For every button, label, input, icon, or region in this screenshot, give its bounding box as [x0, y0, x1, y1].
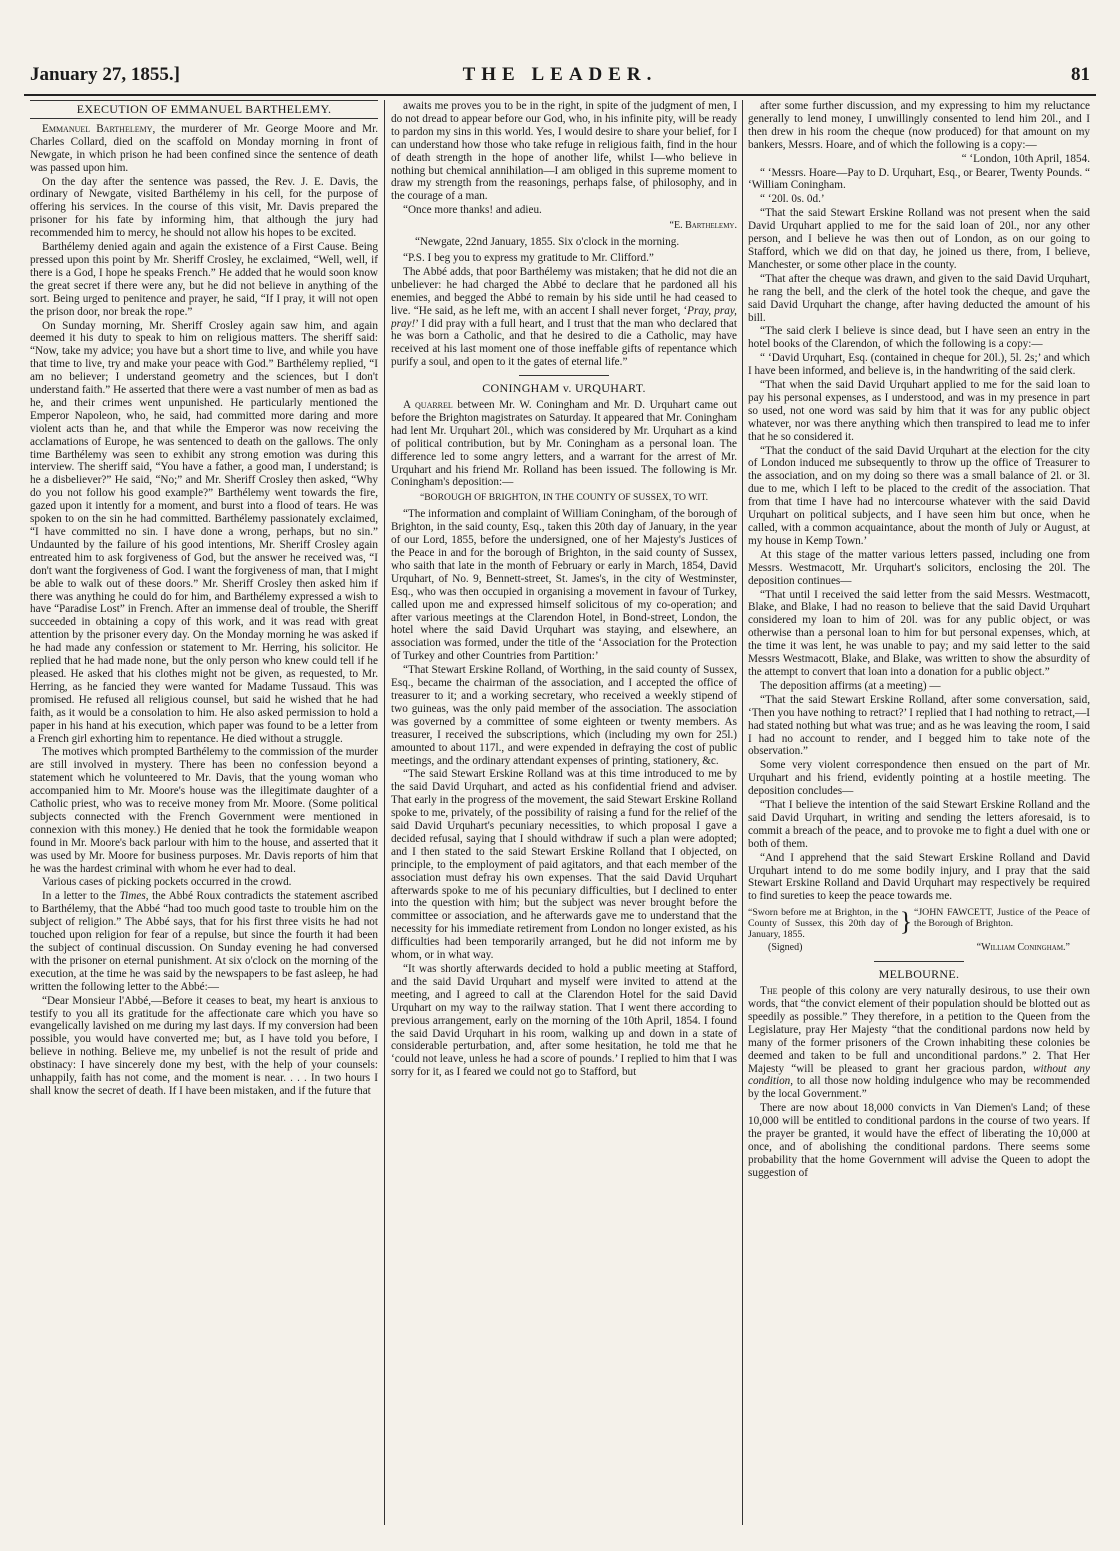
justice-signature: “JOHN FAWCETT, Justice of the Peace of the Borough of Brighton.: [914, 907, 1090, 930]
paragraph: Emmanuel Barthelemy, the murderer of Mr. George Moore and Mr. Charles Collard, died on the scaffold on Monday morning in front of Newgate, in which prison he had been confined since the sentence of death was passed upon him.: [30, 122, 378, 174]
paragraph: A quarrel between Mr. W. Coningham and Mr. D. Urquhart came out before the Brighton magistrates on Saturday. It appeared that Mr. Coningham had lent Mr. Urquhart 20l., which was considered by Mr. Urquhart as a kind of political contribution, but by Mr. Coningham as a personal loan. The difference led to some angry letters, and a warrant for the arrest of Mr. Urquhart and his friend Mr. Rolland has been issued. The following is Mr. Coningham's deposition:—: [391, 399, 737, 489]
paragraph: The Abbé adds, that poor Barthélemy was mistaken; that he did not die an unbeliever: he had charged the Abbé to declare that he pardoned all his enemies, and begged the Abbé to remain by his side until he had ceased to live. “He said, as he left me, with an accent I shall never forget, ‘Pray, pray, pray!’ I did pray with a full heart, and I trust that the man who declared that he was born a Catholic, and that he desired to die a Catholic, may have received at his last moment one of those ineffable gifts of repentance which purify a soul, and open to it the gates of eternal life.”: [391, 265, 737, 369]
paragraph: “ ‘David Urquhart, Esq. (contained in cheque for 20l.), 5l. 2s;’ and which I have been informed, and believe is, in the handwriting of the said clerk.: [748, 352, 1090, 378]
paragraph: “That the said Stewart Erskine Rolland was not present when the said David Urquhart applied to me for the said loan of 20l., nor any other person, and I believe he was then out of London, as on our going to Stafford, which we did on that day, he joined us there, from, I believe, Manchester, or some other place in the county.: [748, 207, 1090, 271]
section-separator: [874, 961, 964, 962]
column-divider: [742, 100, 743, 1525]
paragraph: “That the conduct of the said David Urquhart at the election for the city of London induced me subsequently to throw up the office of Treasurer to the association, and on my doing so there was a small balance of 2l. or 3l. due to me, which I left to be placed to the credit of the association. That from that time I have had no intercourse whatever with the said David Urquhart on political subjects, and I have seen him but once, when he called, with a common acquaintance, about the month of July or August, at my house in Kemp Town.’: [748, 444, 1090, 547]
paragraph: after some further discussion, and my expressing to him my reluctance generally to lend money, I unwillingly consented to lend him 20l., and I then drew in his room the cheque (now produced) for that amount on my bankers, Messrs. Hoare, and of which the following is a copy:—: [748, 100, 1090, 151]
sworn-block: [748, 907, 1090, 940]
article-heading-execution: EXECUTION OF EMMANUEL BARTHELEMY.: [30, 100, 378, 119]
letter-location: “Newgate, 22nd January, 1855. Six o'clock in the morning.: [415, 236, 680, 249]
paragraph: “The said Stewart Erskine Rolland was at this time introduced to me by the said David Urquhart, and acted as his confidential friend and adviser. That early in the progress of the movement, the said Stewart Erskine Rolland spoke to me, privately, of the possibility of raising a fund for the relief of the said David Urquhart's pecuniary necessities, to which proposal I gave a decided refusal, saying that I should withdraw if such a plan were adopted; and I then stated to the said Stewart Erskine Rolland that I objected, on principle, to the employment of paid agitators, and that each member of the association must defray his own expenses. That the said David Urquhart afterwards spoke to me of his pecuniary difficulties, but I declined to enter into the question with him; but the subject was never brought before the committee or association, and he afterwards gave me to understand that the necessity for his immediate retirement from London no longer existed, as his difficulties had been temporarily arranged, but he did not inform me by whom, or in what way.: [391, 768, 737, 962]
paragraph: “That I believe the intention of the said Stewart Erskine Rolland and the said David Urquhart, in writing and sending the letters aforesaid, is to commit a breach of the peace, and to provoke me to fight a duel with one or both of them.: [748, 799, 1090, 850]
paragraph: Barthélemy denied again and again the existence of a First Cause. Being pressed upon this point by Mr. Sheriff Crosley, he exclaimed, “Well, well, if there is a God, I hope he speaks French.” He added that he would soon know the great secret if there were any, but he did not believe in anything of the sort. Being urged to penitence and prayer, he said, “If I pray, it will not open the prison door, nor break the rope.”: [30, 241, 378, 318]
deposition-subheading: “BOROUGH OF BRIGHTON, IN THE COUNTY OF SUSSEX, TO WIT.: [419, 492, 708, 504]
paragraph: “It was shortly afterwards decided to hold a public meeting at Stafford, and the said David Urquhart and myself were invited to attend at the meeting, and I agreed to call at the Clarendon Hotel for the said David Urquhart on my way to the railway station. That I went there according to previous arrangement, early on the morning of the 10th April, 1854. I found the said David Urquhart in his room, walking up and down in a state of considerable perturbation, and, after some hesitation, he told me that he ‘could not leave, unless he had a score of pounds.’ I replied to him that I was sorry for it, as I feared we could not go to Stafford, but: [391, 963, 737, 1079]
masthead: [24, 60, 1096, 96]
brace-icon: }: [899, 907, 913, 937]
paragraph: Various cases of picking pockets occurred in the crowd.: [42, 876, 292, 889]
paragraph: On the day after the sentence was passed, the Rev. J. E. Davis, the ordinary of Newgate, visited Barthélemy in his cell, for the purpose of offering his services. In the course of this visit, Mr. Davis prepared the prisoner for his fate by informing him, that although the jury had recommended him to mercy, he should not allow his hopes to be excited.: [30, 175, 378, 240]
column-divider: [384, 100, 385, 1525]
letter-closing: “Once more thanks! and adieu.: [403, 204, 542, 217]
letter-text: awaits me proves you to be in the right, in spite of the judgment of men, I do not dread to appear before our God, who, in his infinite pity, will be ready to pardon my sins in this world. Yes, I would desire to share your belief, for I can understand how those who take refuge in religious faith, find in the hour of death strength in the hope of another life, whilst I—who believe in nothing but chemical annihilation—I am obliged in this supreme moment to draw my strength from the reasonings, perhaps false, of philosophy, and in the courage of a man.: [391, 100, 737, 203]
lead-in: A quarrel: [403, 399, 453, 412]
letter-text: “Dear Monsieur l'Abbé,—Before it ceases to beat, my heart is anxious to testify to you all its gratitude for the affectionate care which you have so evangelically lavished on me during my last days. If my conversion had been possible, you would have converted me; but, as I have told you before, I believe in nothing. Believe me, my unbelief is not the result of pride and obstinacy: I have sincerely done my best, with the help of your counsels: unhappily, faith has not come, and the moment is near. . . . In two hours I shall know the secret of death. If I have been mistaken, and if the future that: [30, 994, 378, 1097]
letter-signature: “E. Barthelemy.: [669, 220, 737, 232]
paragraph: At this stage of the matter various letters passed, including one from Messrs. Westmacott, Mr. Urquhart's solicitors, enclosing the 20l. The deposition continues—: [748, 548, 1090, 587]
cheque-amount: “ ‘20l. 0s. 0d.’: [760, 193, 825, 206]
paragraph: The people of this colony are very naturally desirous, to use their own words, that “the convict element of their population should be blotted out as speedily as possible.” They therefore, in a petition to the Queen from the Legislature, pray Her Majesty “that the conditional pardons now held by many of the former prisoners of the Crown inhabiting these colonies be deemed and taken to be full and unconditional pardons.” 2. That Her Majesty “will be pleased to grant her gracious pardon, without any condition, to all those now holding indulgence who may be recommended by the local Government.”: [748, 985, 1090, 1101]
paragraph: “That when the said David Urquhart applied to me for the said loan to pay his personal expenses, as I understood, and was in my presence in part so used, not one word was said by him that it was for any public object whatever, nor was there anything which then transpired to lead me to infer that he so considered it.: [748, 379, 1090, 443]
cheque-body: “ ‘Messrs. Hoare—Pay to D. Urquhart, Esq., or Bearer, Twenty Pounds. “ ‘William Coningham.: [748, 166, 1090, 192]
paragraph: On Sunday morning, Mr. Sheriff Crosley again saw him, and again deemed it his duty to speak to him on religious matters. The sheriff said: “Now, take my advice; you have but a short time to live, and while you have that time to live, try and make your peace with God.” Barthélemy replied, “I am no believer; I understand geometry and the sciences, but I don't understand faith.” He asserted that there were a vast number of men as bad as he, and their crimes went unpunished. He particularly mentioned the Emperor Napoleon, who, he said, had committed more daring and more violent acts than he, and that while the Emperor was now receiving the acclamations of Europe, he was sentenced to death on the gallows. The only time Barthélemy was seen to exhibit any strong emotion was during this interview. The sheriff said, “You have a father, a good man, I understand; is he a disbeliever?” He said, “No;” and Mr. Sheriff Crosley then asked, “Why do you not follow his good example?” Barthélemy went towards the fire, gazed upon it intently for a moment, and burst into a flood of tears. He was spoken to on the sin he had committed. Barthélemy passionately exclaimed, “I have committed no sin. I have done a wrong, perhaps, but no sin.” Undaunted by the failure of his good intentions, Mr. Sheriff Crosley again entreated him to ask forgiveness of God, but the answer he received was, “I don't want the forgiveness of God. I want the forgiveness of man, that I might be able to walk out of these doors.” Mr. Sheriff Crosley then asked him if there was anything he could do for him, and Barthélemy expressed a wish to have “Paradise Lost” in French. After an immense deal of trouble, the Sheriff succeeded in obtaining a copy of this work, and it was read with great attention by the prisoner every day. On the Monday morning he was asked if he had made any confession or statement to Mr. Herring, his solicitor. He replied that he had made none, but the only person who knew could tell if he pleased. He asked that his clothes might not be given, as requested, to Mr. Herring, as he fancied they were wanted for Madame Tussaud. This was promised. He refused all religious counsel, but said he wished that he had faith, as it would be a consolation to him. He also asked permission to hold a paper in his hand at his execution, which paper was found to be a letter from a French girl exhorting him to repentance. He died without a struggle.: [30, 319, 378, 745]
paragraph: “The information and complaint of William Coningham, of the borough of Brighton, in the said county, Esq., taken this 20th day of January, in the year of our Lord, 1855, before the undersigned, one of her Majesty's Justices of the Peace in and for the borough of Brighton, in the said county of Sussex, who saith that late in the month of February or early in March, 1854, David Urquhart, of No. 9, Bennett-street, St. James's, in the city of Westminster, Esq., who was then occupied in organising a movement in favour of Turkey, called upon me and expressed himself solicitous of my co-operation; and after various meetings at the Clarendon Hotel, in Bond-street, London, the hotel where the said David Urquhart was staying, and elsewhere, an association was formed, under the title of the ‘Association for the Protection of Turkey and other Countries from Partition:’: [391, 508, 737, 663]
paragraph: “That the said Stewart Erskine Rolland, after some conversation, said, ‘Then you have nothing to retract?’ I replied that I had nothing to retract,—I had stated nothing but what was true; and as he was leaving the room, I said I had no account to render, and I begged him to take note of the observation.”: [748, 693, 1090, 758]
article-heading-coningham: CONINGHAM v. URQUHART.: [482, 381, 646, 396]
paragraph: The motives which prompted Barthélemy to the commission of the murder are still involved in mystery. There has been no confession beyond a statement which he volunteered to Mr. Davis, that the young woman who accompanied him to Mr. Moore's house was the illegitimate daughter of a Catholic priest, who was to receive money from Mr. Moore. (Some political subjects connected with the French Government were mentioned in connexion with this money.) He denied that he took the formidable weapon found in Mr. Moore's back parlour with him to the house, and asserted that it was used by Mr. Moore for business purposes. Mr. Davis reports of him that he was the hardest criminal with whom he ever had to deal.: [30, 746, 378, 875]
newspaper-name: Times,: [119, 890, 149, 903]
signed-line: [768, 942, 1070, 955]
signed-name: “William Coningham.”: [976, 942, 1070, 954]
column-3: [748, 100, 1090, 1525]
lead-in: Emmanuel Barthelemy,: [42, 122, 156, 135]
paragraph: “That after the cheque was drawn, and given to the said David Urquhart, he rang the bell, and the clerk of the hotel took the cheque, and gave the said David Urquhart the change, after having deducted the amount of his bill.: [748, 272, 1090, 324]
paragraph: In a letter to the Times, the Abbé Roux contradicts the statement ascribed to Barthélemy, that the Abbé “had too much good taste to trouble him on the subject of religion.” The Abbé says, that for his first three visits he had not touched upon religion for fear of a repulse, but since the fourth it had been the subject of continual discussion. On Sunday evening he had conversed with the prisoner on eternal punishment. At six o'clock on the morning of the execution, at the time he was said by the newspapers to be fast asleep, he had written the following letter to the Abbé:—: [30, 890, 378, 993]
postscript: “P.S. I beg you to express my gratitude to Mr. Clifford.”: [403, 251, 654, 264]
issue-date: January 27, 1855.]: [30, 64, 180, 85]
section-separator: [519, 375, 609, 376]
paragraph: “That Stewart Erskine Rolland, of Worthing, in the said county of Sussex, Esq., became the chairman of the association, and I accepted the office of treasurer to it; and a working secretary, who received a weekly stipend of two guineas, was the only paid member of the association. The association was governed by a committee of some eighteen or twenty members. As treasurer, I received the subscriptions, which (including my own for 25l.) amounted to about 117l., and were expended in defraying the cost of public meetings, and the ordinary attendant expenses of printing, stationery, &c.: [391, 664, 737, 767]
paragraph: Some very violent correspondence then ensued on the part of Mr. Urquhart and his friend, evidently pointing at a hostile meeting. The deposition concludes—: [748, 759, 1090, 798]
page-number: 81: [1071, 64, 1090, 85]
paragraph: The deposition affirms (at a meeting) —: [760, 679, 941, 692]
newspaper-title: THE LEADER.: [462, 64, 658, 85]
column-1: [30, 100, 378, 1525]
paragraph: “The said clerk I believe is since dead, but I have seen an entry in the hotel books of the Clarendon, of which the following is a copy:—: [748, 325, 1090, 351]
sworn-statement: “Sworn before me at Brighton, in the County of Sussex, this 20th day of January, 1855.: [748, 907, 898, 941]
lead-in: The: [760, 985, 778, 998]
paragraph: “And I apprehend that the said Stewart Erskine Rolland and David Urquhart intend to do me some bodily injury, and I pray that the said Stewart Erskine Rolland and David Urquhart may respectively be required to find sureties to keep the peace towards me.: [748, 851, 1090, 903]
paragraph: “That until I received the said letter from the said Messrs. Westmacott, Blake, and Blake, I had no reason to believe that the said David Urquhart considered my loan to him of 20l. was for any public object, or was otherwise than a personal loan to him for but personal expenses, which, at the time it was lent, he was unable to pay; and my said letter to the said Messrs Westmacott, Blake, and Blake, was written to show the absurdity of the attempt to convert that loan into a donation for a public object.”: [748, 588, 1090, 678]
column-2: [391, 100, 737, 1525]
signed-label: (Signed): [768, 942, 803, 954]
paragraph: There are now about 18,000 convicts in Van Diemen's Land; of these 10,000 will be entitled to conditional pardons in the course of two years. If the prayer be granted, it would have the effect of liberating the 10,000 at once, and of abolishing the conditional pardons. There seems some probability that the home Government will advise the Queen to adopt the suggestion of: [748, 1102, 1090, 1179]
cheque-date: “ ‘London, 10th April, 1854.: [961, 152, 1090, 165]
article-heading-melbourne: MELBOURNE.: [878, 967, 960, 982]
